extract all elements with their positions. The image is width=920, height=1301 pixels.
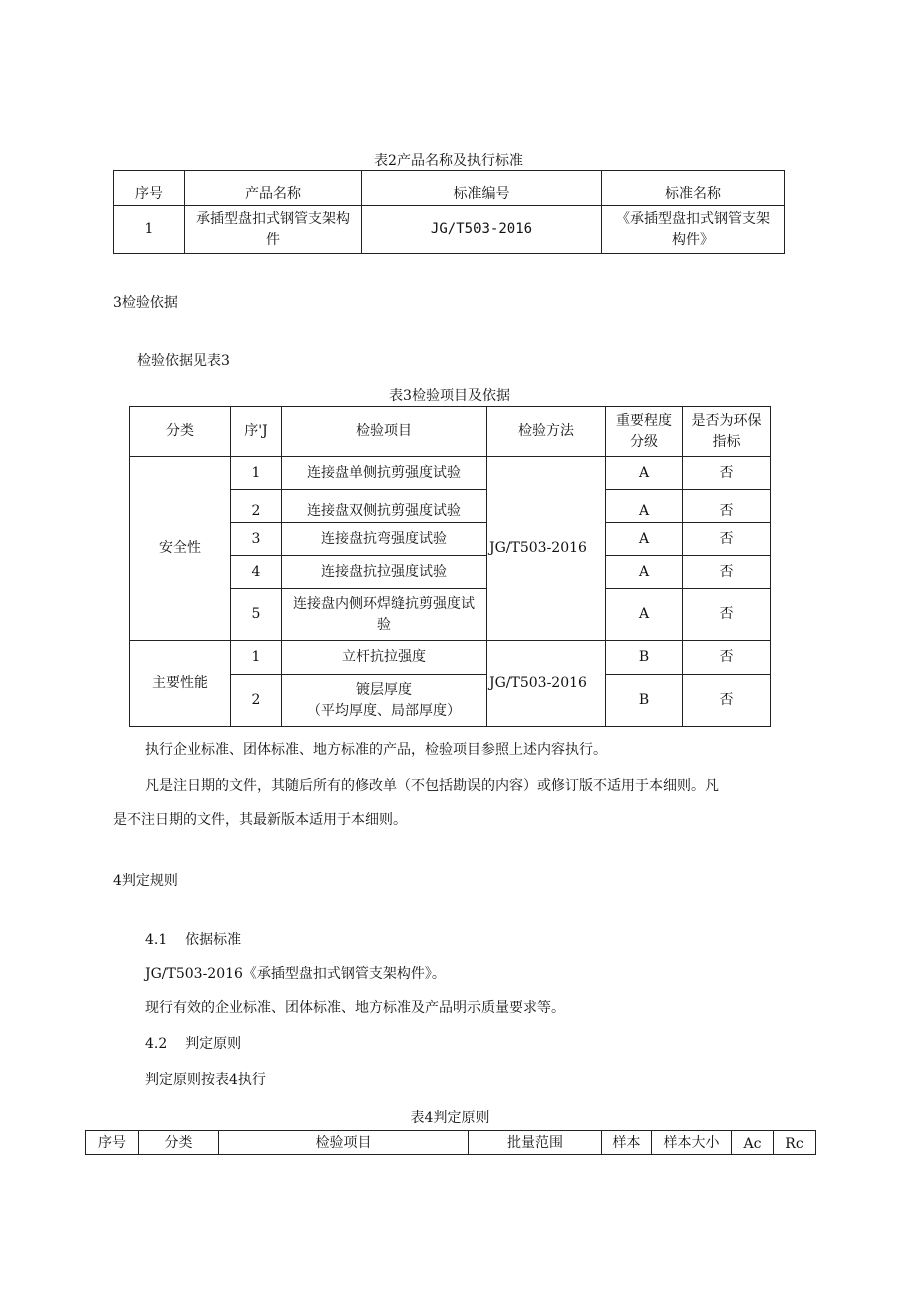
table3-row-item: 连接盘抗弯强度试验 xyxy=(282,523,487,556)
table3-header-method: 检验方法 xyxy=(487,407,606,457)
table4-header-category: 分类 xyxy=(139,1131,219,1155)
table3-row-item-line1: 镀层厚度 xyxy=(356,681,412,698)
table4-header-ac: Ac xyxy=(732,1131,774,1155)
table3-header-importance-line2: 分级 xyxy=(630,433,658,450)
table3-method-safety: JG/T503-2016 xyxy=(487,457,606,641)
table2-header-product: 产品名称 xyxy=(185,171,362,206)
table4-caption: 表4判定原则 xyxy=(410,1110,490,1126)
paragraph-dated-docs-line2: 是不注日期的文件，其最新版本适用于本细则。 xyxy=(113,812,407,828)
table3-row-item xyxy=(282,589,487,641)
table2-cell-product xyxy=(185,206,362,254)
section4-heading: 4判定规则 xyxy=(113,873,178,889)
table4-header-rc: Rc xyxy=(774,1131,816,1155)
table3-row-env: 否 xyxy=(683,641,771,675)
table2-cell-no: 1 xyxy=(114,206,185,254)
table3-row-no: 4 xyxy=(231,556,282,589)
table3-row-env: 否 xyxy=(683,556,771,589)
table3-row-item xyxy=(282,675,487,727)
table2-stdname-line1: 《承插型盘扣式钢管支架 xyxy=(616,210,770,227)
section3-heading: 3检验依据 xyxy=(113,295,178,311)
table3-row-env: 否 xyxy=(683,457,771,490)
table3-header-item: 检验项目 xyxy=(282,407,487,457)
table3-row-grade: A xyxy=(606,556,683,589)
table3-row-no: 2 xyxy=(231,490,282,523)
table3-row-grade: A xyxy=(606,523,683,556)
table3-row-item: 连接盘单侧抗剪强度试验 xyxy=(282,457,487,490)
table3-row-item-line1: 连接盘内侧环焊缝抗剪强度试 xyxy=(293,595,475,612)
table4 xyxy=(85,1130,816,1155)
section41-text2: 现行有效的企业标准、团体标准、地方标准及产品明示质量要求等。 xyxy=(145,1000,565,1016)
table3-caption: 表3检验项目及依据 xyxy=(389,388,510,404)
table3-row-grade: A xyxy=(606,589,683,641)
table3-row-item: 连接盘抗拉强度试验 xyxy=(282,556,487,589)
table3-row-item-line2: （平均厚度、局部厚度） xyxy=(307,702,461,719)
table2-product-line1: 承插型盘扣式钢管支架构 xyxy=(196,210,350,227)
section41-heading: 4.1 依据标准 xyxy=(145,932,242,948)
section41-text1: JG/T503-2016《承插型盘扣式钢管支架构件》。 xyxy=(145,966,446,982)
table3-method-performance: JG/T503-2016 xyxy=(487,641,606,727)
section3-intro: 检验依据见表3 xyxy=(137,353,230,369)
table2-header-no: 序号 xyxy=(114,171,185,206)
section42-text: 判定原则按表4执行 xyxy=(145,1072,266,1088)
table2-header-code: 标准编号 xyxy=(362,171,602,206)
table4-header-sample-size: 样本大小 xyxy=(652,1131,732,1155)
table2-caption: 表2产品名称及执行标准 xyxy=(374,153,523,169)
table4-header-sample: 样本 xyxy=(602,1131,652,1155)
table3-row-env: 否 xyxy=(683,589,771,641)
section42-heading: 4.2 判定原则 xyxy=(145,1036,242,1052)
table3-row-grade: B xyxy=(606,641,683,675)
table3-header-importance-line1: 重要程度 xyxy=(616,412,672,429)
table3-header-category: 分类 xyxy=(130,407,231,457)
table3-row-item: 立杆抗拉强度 xyxy=(282,641,487,675)
table3-row-no: 1 xyxy=(231,641,282,675)
table3-row-no: 2 xyxy=(231,675,282,727)
table3-category-performance: 主要性能 xyxy=(130,641,231,727)
table3-row-grade: A xyxy=(606,490,683,523)
table3-row-no: 3 xyxy=(231,523,282,556)
table3-row-item-line2: 验 xyxy=(377,616,391,633)
table3-row-grade: B xyxy=(606,675,683,727)
table2-code-text: JG/T503-2016 xyxy=(430,221,533,237)
table3-row-env: 否 xyxy=(683,490,771,523)
table3-header-env-line1: 是否为环保 xyxy=(691,412,762,429)
table2-header-stdname: 标准名称 xyxy=(602,171,785,206)
table3-header-env-line2: 指标 xyxy=(712,433,741,450)
table3-row-env: 否 xyxy=(683,523,771,556)
table3-header-importance xyxy=(606,407,683,457)
table3-row-grade: A xyxy=(606,457,683,490)
table4-header-item: 检验项目 xyxy=(219,1131,469,1155)
table3-row-no: 5 xyxy=(231,589,282,641)
table3 xyxy=(129,406,771,727)
table3-header-no: 序'J xyxy=(231,407,282,457)
table3-row-item: 连接盘双侧抗剪强度试验 xyxy=(282,490,487,523)
table3-row-no: 1 xyxy=(231,457,282,490)
table3-row-env: 否 xyxy=(683,675,771,727)
table2-cell-code xyxy=(362,206,602,254)
paragraph-enterprise-standards: 执行企业标准、团体标准、地方标准的产品，检验项目参照上述内容执行。 xyxy=(145,742,607,758)
paragraph-dated-docs-line1: 凡是注日期的文件，其随后所有的修改单（不包括勘误的内容）或修订版不适用于本细则。凡 xyxy=(145,778,719,794)
table3-category-safety: 安全性 xyxy=(130,457,231,641)
table4-header-batch: 批量范围 xyxy=(469,1131,602,1155)
table2-cell-stdname xyxy=(602,206,785,254)
table4-header-no: 序号 xyxy=(86,1131,139,1155)
table2-stdname-line2: 构件》 xyxy=(672,231,714,248)
table2 xyxy=(113,170,785,254)
table2-product-line2: 件 xyxy=(266,231,280,248)
table3-header-env xyxy=(683,407,771,457)
